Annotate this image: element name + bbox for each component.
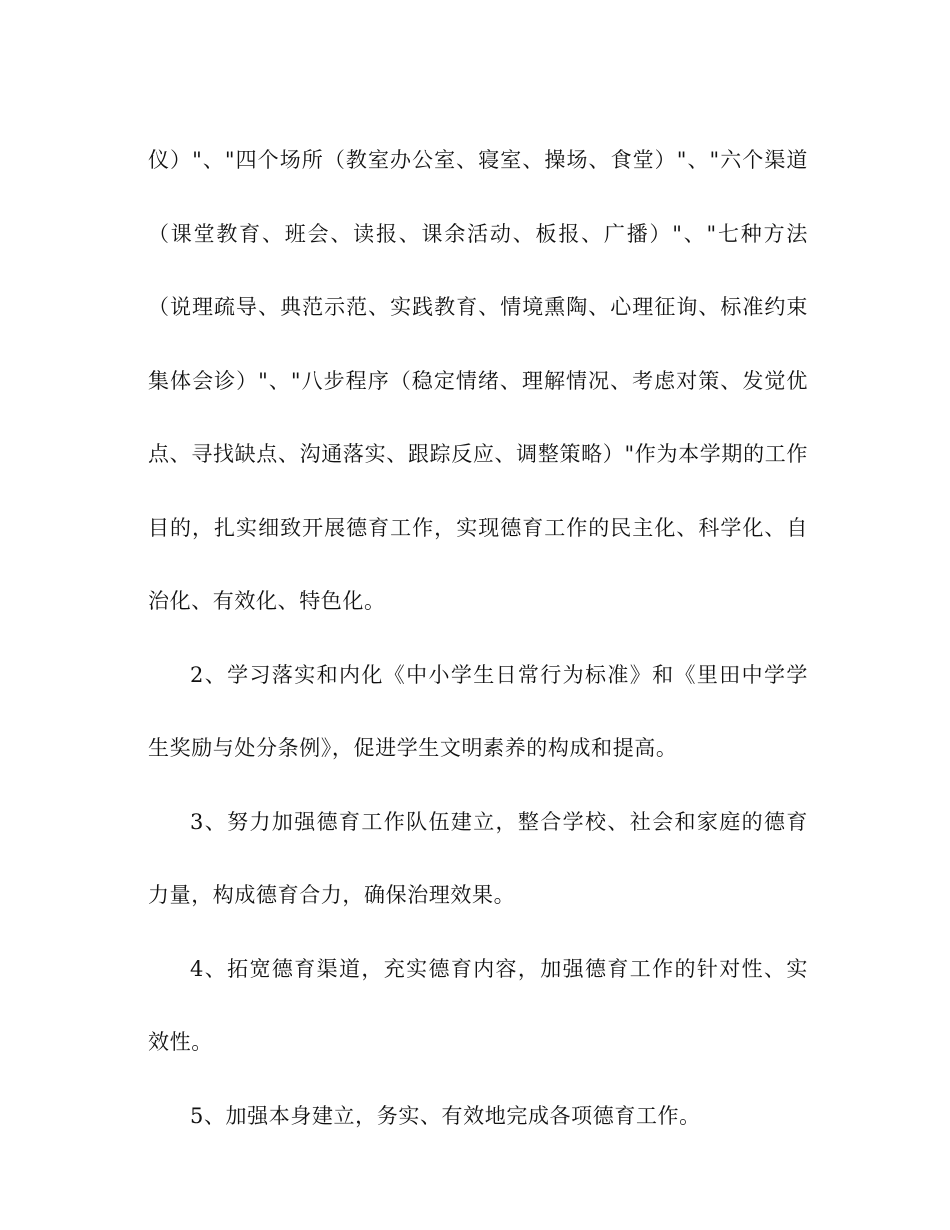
paragraph-item-5: 5、加强本身建立，务实、有效地完成各项德育工作。 [190, 1103, 701, 1128]
paragraph-item-3: 3、努力加强德育工作队伍建立，整合学校、社会和家庭的德育力量，构成德育合力，确保治理效果。 [148, 809, 808, 907]
paragraph-item-2: 2、学习落实和内化《中小学生日常行为标准》和《里田中学学生奖励与处分条例》，促进学生文明素养的构成和提高。 [148, 662, 808, 760]
paragraph-continuation: 仪）"、"四个场所（教室办公室、寝室、操场、食堂）"、"六个渠道（课堂教育、班会、读报、课余活动、板报、广播）"、"七种方法（说理疏导、典范示范、实践教育、情境熏陶、心理征询、标准约束集体会诊）"、"八步程序（稳定情绪、理解情况、考虑对策、发觉优点、寻找缺点、沟通落实、跟踪反应、调整策略）"作为本学期的工作目的，扎实细致开展德育工作，实现德育工作的民主化、科学化、自治化、有效化、特色化。 [148, 148, 808, 613]
document-body [148, 124, 808, 1153]
paragraph-item-4: 4、拓宽德育渠道，充实德育内容，加强德育工作的针对性、实效性。 [148, 956, 808, 1054]
